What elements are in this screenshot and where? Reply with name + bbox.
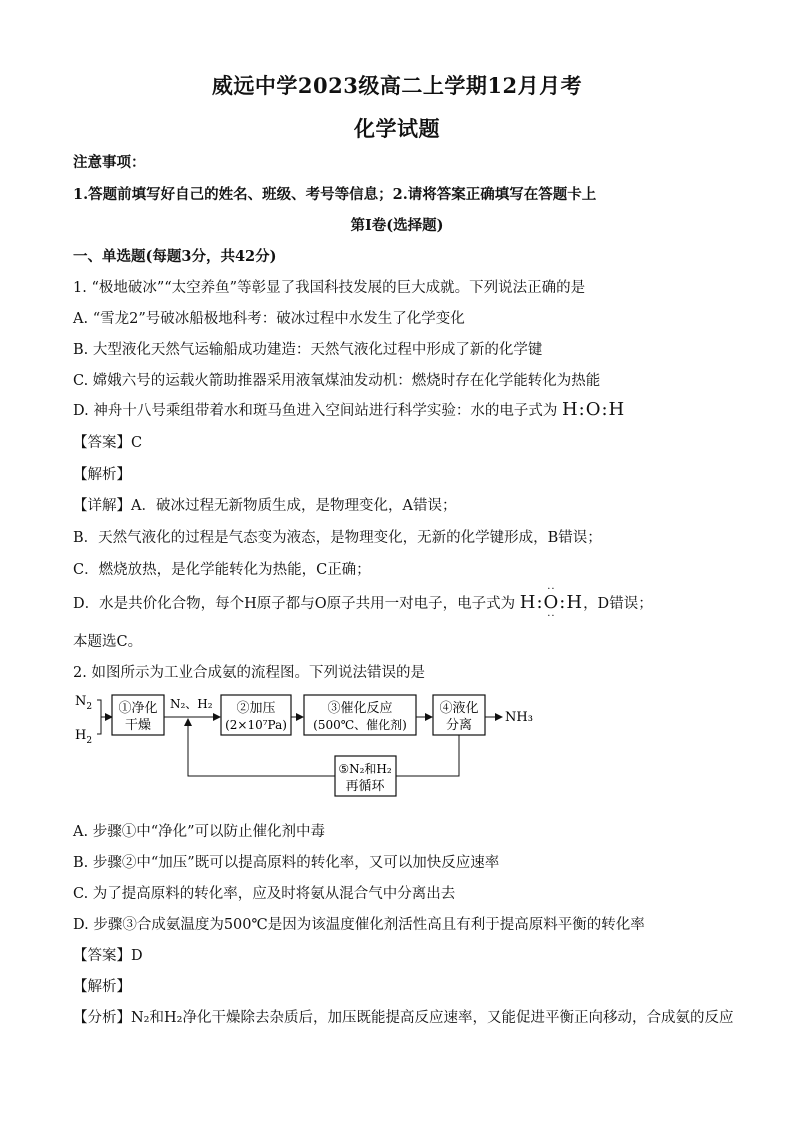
q1-conclusion: 本题选C。 [73,634,143,650]
q1-detail-c: C．燃烧放热，是化学能转化为热能，C正确； [73,562,371,578]
q2-option-d: D. 步骤③合成氨温度为500℃是因为该温度催化剂活性高且有利于提高原料平衡的转化率 [73,917,645,933]
q2-option-b: B. 步骤②中“加压”既可以提高原料的转化率，又可以加快反应速率 [73,855,500,871]
q1-detail-d-text: D．水是共价化合物，每个H原子都与O原子共用一对电子，电子式为 [73,596,516,612]
box-purify-line2: 干燥 [124,718,152,733]
box-recycle-line1: ⑤N₂和H₂ [338,762,392,776]
box-recycle-line2: 再循环 [345,779,385,794]
formula-h-right: :H [559,592,584,613]
q1-detail-d-post: ，D错误； [583,596,653,612]
q1-detail-d-formula [519,584,584,622]
q1-option-a: A. “雪龙2”号破冰船极地科考：破冰过程中水发生了化学变化 [73,311,465,327]
page-title: 威远中学2023级高二上学期12月月考 [211,73,583,98]
q1-stem: 1. “极地破冰”“太空养鱼”等彰显了我国科技发展的巨大成就。下列说法正确的是 [73,280,586,296]
formula-o: O [543,592,560,613]
q1-detail-a: 【详解】A．破冰过程无新物质生成，是物理变化，A错误； [73,498,457,514]
q1-option-d [73,399,625,420]
input-h2-label: $H_2$ [75,728,93,746]
q1-option-b: B. 大型液化天然气运输船成功建造：天然气液化过程中形成了新的化学键 [73,342,543,358]
q2-option-c: C. 为了提高原料的转化率，应及时将氨从混合气中分离出去 [73,886,456,902]
lone-pair-top: ·· [547,584,556,595]
formula-h-left: H: [519,592,544,613]
box-catalysis-line1: ③催化反应 [327,701,393,716]
ammonia-synthesis-flowchart [70,688,550,804]
box-liquefy-line1: ④液化 [439,701,479,716]
input-bracket [97,700,101,734]
box-liquefy-line2: 分离 [445,718,473,733]
lone-pair-bottom: ·· [547,611,556,622]
q1-option-c: C. 嫦娥六号的运载火箭助推器采用液氧煤油发动机：燃烧时存在化学能转化为热能 [73,373,601,389]
volume-heading: 第I卷(选择题) [350,217,444,234]
mid-gas-label: N₂、H₂ [170,697,213,711]
q1-option-d-formula: H:O:H [561,399,626,420]
notice-label: 注意事项： [73,154,146,171]
q1-answer: 【答案】C [73,435,143,451]
formula-oxygen [543,584,560,622]
box-catalysis-line2: (500℃、催化剂) [313,718,407,732]
q2-answer: 【答案】D [73,948,143,964]
q2-stem: 2. 如图所示为工业合成氨的流程图。下列说法错误的是 [73,665,425,681]
q1-analysis-label: 【解析】 [73,467,131,483]
q2-option-a: A. 步骤①中“净化”可以防止催化剂中毒 [73,824,326,840]
q1-detail-d [73,584,653,622]
q1-option-d-text: D. 神舟十八号乘组带着水和斑马鱼进入空间站进行科学实验：水的电子式为 [73,403,558,419]
box-purify-line1: ①净化 [118,701,158,716]
recycle-line-right [396,735,459,776]
page-subtitle: 化学试题 [354,116,440,141]
q1-detail-b: B．天然气液化的过程是气态变为液态，是物理变化，无新的化学键形成，B错误； [73,530,602,546]
box-pressurize-line1: ②加压 [236,701,276,716]
input-n2-label: $N_2$ [75,694,93,712]
box-pressurize-line2: (2×10⁷Pa) [225,718,287,732]
q2-fenxi: 【分析】N₂和H₂净化干燥除去杂质后，加压既能提高反应速率，又能促进平衡正向移动，合成氨的反应 [73,1010,734,1026]
output-nh3-label: NH₃ [505,710,533,725]
section-heading: 一、单选题(每题3分，共42分) [73,248,277,265]
notice-text: 1.答题前填写好自己的姓名、班级、考号等信息；2.请将答案正确填写在答题卡上 [73,186,597,203]
q2-analysis-label: 【解析】 [73,979,131,995]
